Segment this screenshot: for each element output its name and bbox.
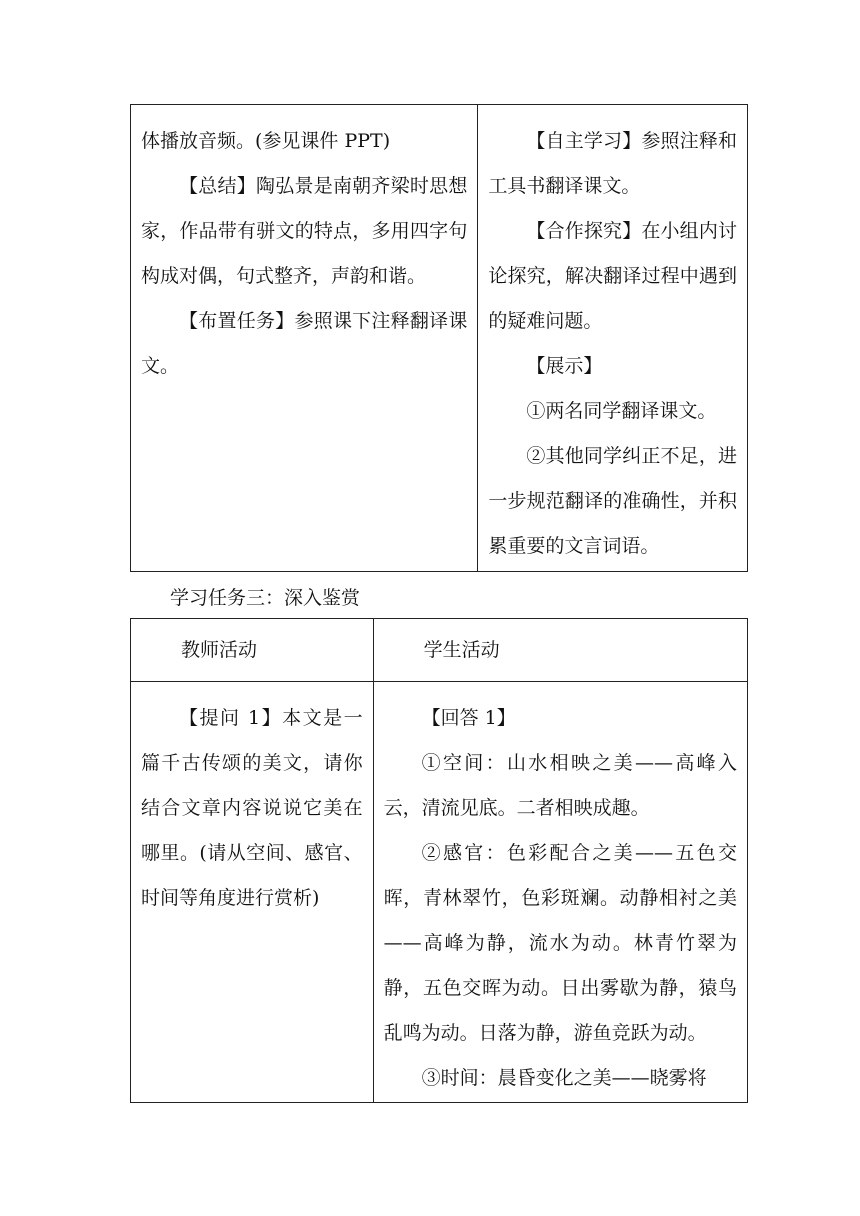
student-answer-senses: ②感官：色彩配合之美——五色交晖，青林翠竹，色彩斑斓。动静相衬之美——高峰为静，流水为动。林青竹翠为静，五色交晖为动。日出雾歇为静，猿鸟乱鸣为动。日落为静，游鱼竞跃为动。 <box>383 842 737 1044</box>
header-teacher-label: 教师活动 <box>181 639 258 661</box>
teacher-activity-cell <box>131 105 478 572</box>
header-student-label: 学生活动 <box>423 639 500 661</box>
header-teacher-cell <box>131 619 374 682</box>
activity-table-continued <box>130 104 748 572</box>
table-row <box>131 682 748 1103</box>
student-answer-space: ①空间：山水相映之美——高峰入云，清流见底。二者相映成趣。 <box>383 752 737 819</box>
student-presentation-label: 【展示】 <box>526 355 603 377</box>
student-answer-1-label: 【回答 1】 <box>421 707 516 729</box>
teacher-summary: 【总结】陶弘景是南朝齐梁时思想家，作品带有骈文的特点，多用四字句构成对偶，句式整齐，声韵和谐。 <box>141 175 468 287</box>
student-cooperative-inquiry: 【合作探究】在小组内讨论探究，解决翻译过程中遇到的疑难问题。 <box>488 220 737 332</box>
table-row <box>131 105 748 572</box>
student-activity-cell <box>478 105 748 572</box>
student-self-study: 【自主学习】参照注释和工具书翻译课文。 <box>488 130 737 197</box>
teacher-question-1: 【提问 1】本文是一篇千古传颂的美文，请你结合文章内容说说它美在哪里。(请从空间、感官、时间等角度进行赏析) <box>141 707 363 909</box>
student-presentation-item-2: ②其他同学纠正不足，进一步规范翻译的准确性，并积累重要的文言词语。 <box>488 445 737 557</box>
activity-table-task-3 <box>130 618 748 1103</box>
student-activity-cell <box>373 682 747 1103</box>
teacher-text-continuation: 体播放音频。(参见课件 PPT) <box>141 130 391 152</box>
header-student-cell <box>373 619 747 682</box>
section-heading: 学习任务三：深入鉴赏 <box>170 587 361 609</box>
teacher-activity-cell <box>131 682 374 1103</box>
student-answer-time: ③时间：晨昏变化之美——晓雾将 <box>421 1067 707 1089</box>
teacher-assign-task: 【布置任务】参照课下注释翻译课文。 <box>141 310 468 377</box>
table-header-row <box>131 619 748 682</box>
student-presentation-item-1: ①两名同学翻译课文。 <box>526 400 717 422</box>
